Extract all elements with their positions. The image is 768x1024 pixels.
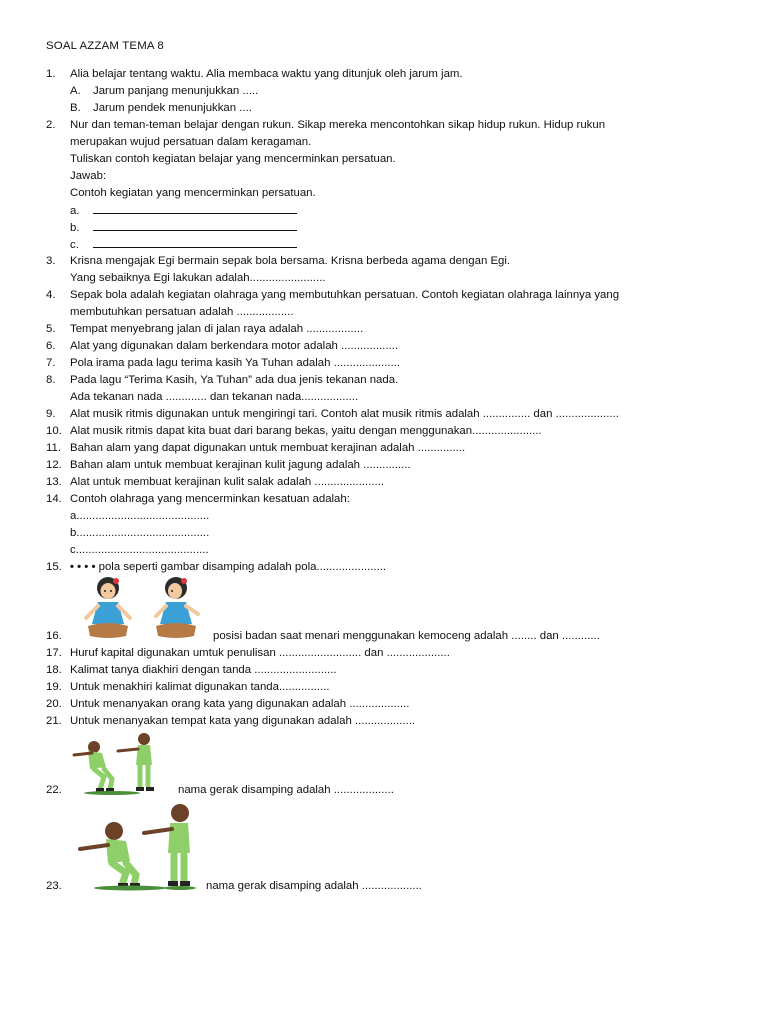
question-number: 10. <box>46 425 62 437</box>
question-15 <box>46 560 386 574</box>
question-text: Kalimat tanya diakhiri dengan tanda .......................... <box>70 664 337 676</box>
question-text-line: Ada tekanan nada ............. dan tekanan nada.................. <box>70 391 359 403</box>
answer-line-label: a. <box>70 205 80 217</box>
answer-line-c[interactable]: c.......................................... <box>70 544 209 556</box>
boy-standing <box>144 804 190 886</box>
question-number: 14. <box>46 493 62 505</box>
question-number: 3. <box>46 255 56 267</box>
question-text: Alia belajar tentang waktu. Alia membaca waktu yang ditunjuk oleh jarum jam. <box>70 68 463 80</box>
question-16: posisi badan saat menari menggunakan kemoceng adalah ........ dan ............ <box>213 630 600 642</box>
question-7 <box>46 356 400 370</box>
blank-line[interactable] <box>93 203 297 214</box>
question-text: Alat untuk membuat kerajinan kulit salak adalah ...................... <box>70 476 385 488</box>
question-6 <box>46 339 398 353</box>
question-text: Pola irama pada lagu terima kasih Ya Tuhan adalah ..................... <box>70 357 401 369</box>
question-23: nama gerak disamping adalah ................... <box>206 880 422 892</box>
question-number: 13. <box>46 476 62 488</box>
question-5 <box>46 322 363 336</box>
question-number: 1. <box>46 68 56 80</box>
question-text: Bahan alam untuk membuat kerajinan kulit jagung adalah ............... <box>70 459 411 471</box>
question-number: 17. <box>46 647 62 659</box>
question-4 <box>46 288 619 302</box>
question-number: 9. <box>46 408 56 420</box>
question-number: 5. <box>46 323 56 335</box>
question-text: Pada lagu “Terima Kasih, Ya Tuhan” ada dua jenis tekanan nada. <box>70 374 399 386</box>
question-text-line: Tuliskan contoh kegiatan belajar yang mencerminkan persatuan. <box>70 153 396 165</box>
question-number: 23. <box>46 880 62 892</box>
question-number: 16. <box>46 630 62 642</box>
answer-label: Jawab: <box>70 170 107 182</box>
question-2 <box>46 118 605 132</box>
question-3 <box>46 254 510 268</box>
girl-figure-1 <box>86 577 130 638</box>
question-text: Bahan alam yang dapat digunakan untuk membuat kerajinan adalah ............... <box>70 442 466 454</box>
question-number: 11. <box>46 442 61 454</box>
question-11 <box>46 441 465 455</box>
question-19 <box>46 680 330 694</box>
option-label: A. <box>70 85 81 97</box>
question-9 <box>46 407 619 421</box>
boy-squatting <box>74 741 114 792</box>
question-number: 20. <box>46 698 62 710</box>
question-text: Alat musik ritmis dapat kita buat dari barang bekas, yaitu dengan menggunakan...................... <box>70 425 542 437</box>
answer-line-b <box>70 220 297 235</box>
question-text: Alat musik ritmis digunakan untuk mengiringi tari. Contoh alat musik ritmis adalah ............... dan .................... <box>70 408 619 420</box>
question-21 <box>46 714 415 728</box>
girl-figure-2 <box>156 577 198 638</box>
question-12 <box>46 458 411 472</box>
answer-line-label: b. <box>70 222 80 234</box>
option-text: Jarum panjang menunjukkan ..... <box>93 85 259 97</box>
question-number: 21. <box>46 715 62 727</box>
dot-pattern: • • • • <box>70 561 96 573</box>
question-number: 18. <box>46 664 62 676</box>
question-17 <box>46 646 450 660</box>
answer-line-a[interactable]: a.......................................... <box>70 510 210 522</box>
option-a <box>70 84 258 98</box>
question-8 <box>46 373 398 387</box>
question-14 <box>46 492 350 506</box>
blank-line[interactable] <box>93 237 297 248</box>
squat-movement-image-large <box>72 801 204 891</box>
question-1 <box>46 67 463 81</box>
question-text: Untuk menanyakan orang kata yang digunakan adalah ................... <box>70 698 410 710</box>
question-13 <box>46 475 384 489</box>
question-text: Huruf kapital digunakan umtuk penulisan .......................... dan .................... <box>70 647 450 659</box>
squat-movement-image-small <box>72 731 176 795</box>
boy-squatting <box>80 822 140 888</box>
question-text: Sepak bola adalah kegiatan olahraga yang membutuhkan persatuan. Contoh kegiatan olahraga lainnya yang <box>70 289 620 301</box>
question-text: Nur dan teman-teman belajar dengan rukun. Sikap mereka mencontohkan sikap hidup rukun. Hidup rukun <box>70 119 606 131</box>
question-23-number <box>46 879 70 893</box>
question-text: Untuk menanyakan tempat kata yang digunakan adalah ................... <box>70 715 416 727</box>
question-number: 6. <box>46 340 56 352</box>
question-number: 4. <box>46 289 56 301</box>
question-text-line: Yang sebaiknya Egi lakukan adalah........................ <box>70 272 326 284</box>
question-20 <box>46 697 409 711</box>
blank-line[interactable] <box>93 220 297 231</box>
option-b <box>70 101 252 115</box>
worksheet-title: SOAL AZZAM TEMA 8 <box>46 40 164 52</box>
option-text: Jarum pendek menunjukkan .... <box>93 102 252 114</box>
question-number: 8. <box>46 374 56 386</box>
question-text: Alat yang digunakan dalam berkendara motor adalah .................. <box>70 340 398 352</box>
question-text: Tempat menyebrang jalan di jalan raya adalah .................. <box>70 323 364 335</box>
question-text-line: membutuhkan persatuan adalah .................. <box>70 306 294 318</box>
question-16-number <box>46 629 70 643</box>
question-text: Untuk menakhiri kalimat digunakan tanda................ <box>70 681 330 693</box>
answer-line-label: c. <box>70 239 79 251</box>
answer-prompt: Contoh kegiatan yang mencerminkan persatuan. <box>70 187 316 199</box>
question-text-line: merupakan wujud persatuan dalam keragaman. <box>70 136 312 148</box>
question-number: 15. <box>46 561 62 573</box>
option-label: B. <box>70 102 81 114</box>
boy-standing <box>118 733 154 791</box>
question-number: 19. <box>46 681 62 693</box>
question-text: Krisna mengajak Egi bermain sepak bola bersama. Krisna berbeda agama dengan Egi. <box>70 255 511 267</box>
question-18 <box>46 663 337 677</box>
answer-line-c <box>70 237 297 252</box>
question-number: 22. <box>46 784 62 796</box>
question-22-number <box>46 783 70 797</box>
question-text: pola seperti gambar disamping adalah pola...................... <box>98 561 387 573</box>
question-number: 12. <box>46 459 62 471</box>
question-number: 7. <box>46 357 56 369</box>
question-22: nama gerak disamping adalah ................... <box>178 784 394 796</box>
question-number: 2. <box>46 119 56 131</box>
question-10 <box>46 424 542 438</box>
dancing-girls-image <box>80 576 216 642</box>
answer-line-b[interactable]: b.......................................... <box>70 527 210 539</box>
question-text: Contoh olahraga yang mencerminkan kesatuan adalah: <box>70 493 350 505</box>
answer-line-a <box>70 203 297 218</box>
